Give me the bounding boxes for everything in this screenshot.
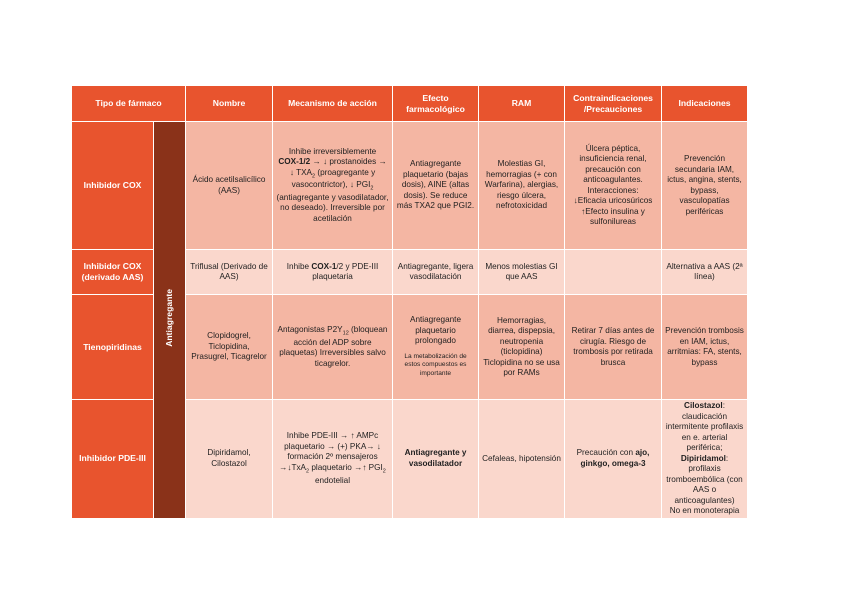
subscript: 12 (342, 330, 349, 337)
mecanismo-text: Inhibe (286, 261, 312, 271)
group-label: Antiagregante (164, 289, 174, 347)
nombre-cell: Dipiridamol, Cilostazol (186, 400, 273, 519)
header-ram: RAM (479, 86, 565, 122)
tipo-cell: Inhibidor COX (derivado AAS) (72, 250, 154, 295)
mecanismo-cell (273, 400, 393, 519)
efecto-cell: Antiagregante, ligera vasodilatación (393, 250, 479, 295)
ram-cell: Cefaleas, hipotensión (479, 400, 565, 519)
ram-cell: Hemorragias, diarrea, dispepsia, neutropenia (ticlopidina) Ticlopidina no se usa por RAMs (479, 295, 565, 400)
contra-cell (565, 250, 662, 295)
subscript: 2 (306, 468, 310, 475)
contra-text: Precaución con (576, 448, 636, 458)
mecanismo-text: Inhibe PDE-III → ↑ AMPc plaquetario → (+) PKA→ ↓ formación 2º mensajeros →↓TxA (279, 431, 381, 472)
mecanismo-cell (273, 295, 393, 400)
contra-cell (565, 400, 662, 519)
tipo-cell: Inhibidor PDE-III (72, 400, 154, 519)
header-nombre: Nombre (186, 86, 273, 122)
indicaciones-text: No en monoterapia (669, 506, 740, 515)
contra-text: ↓Eficacia uricosúricos (573, 196, 653, 205)
indicaciones-bold: Dipiridamol (680, 453, 726, 463)
mecanismo-cell (273, 122, 393, 250)
group-cell (154, 122, 186, 519)
indicaciones-text: : claudicación intermitente profilaxis en e. arterial periférica; (665, 401, 744, 452)
mecanismo-bold: COX-1/2 (278, 157, 311, 167)
mecanismo-text: endotelial (314, 475, 351, 485)
header-tipo: Tipo de fármaco (72, 86, 186, 122)
mecanismo-text: (antiagregante y vasodilatador, no deseado). Irreversible por acetilación (276, 192, 389, 223)
subscript: 2 (382, 468, 386, 475)
contra-cell: Retirar 7 días antes de cirugía. Riesgo de trombosis por retirada brusca (565, 295, 662, 400)
tipo-cell: Inhibidor COX (72, 122, 154, 250)
efecto-text: Antiagregante plaquetario prolongado (410, 315, 461, 346)
mecanismo-text: → ↓ prostanoides → ↓ TXA (289, 157, 387, 177)
mecanismo-text: plaquetario →↑ PGI (309, 462, 383, 472)
header-mecanismo: Mecanismo de acción (273, 86, 393, 122)
efecto-cell (393, 295, 479, 400)
tipo-cell: Tienopiridinas (72, 295, 154, 400)
ram-cell: Menos molestias GI que AAS (479, 250, 565, 295)
efecto-note: La metabolización de estos compuestos es importante (404, 352, 467, 378)
header-efecto: Efecto farmacológico (393, 86, 479, 122)
mecanismo-text: Antagonistas P2Y (277, 324, 343, 334)
nombre-cell: Triflusal (Derivado de AAS) (186, 250, 273, 295)
nombre-cell: Clopidogrel, Ticlopidina, Prasugrel, Ticagrelor (186, 295, 273, 400)
subscript: 2 (312, 173, 316, 180)
mecanismo-text: /2 y PDE-III plaquetaria (312, 261, 379, 281)
indicaciones-bold: Cilostazol (684, 401, 723, 410)
mecanismo-cell (273, 250, 393, 295)
ram-cell: Molestias GI, hemorragias (+ con Warfarina), alergias, riesgo úlcera, nefrotoxicidad (479, 122, 565, 250)
mecanismo-text: Inhibe irreversiblemente (288, 146, 377, 156)
indicaciones-cell: Alternativa a AAS (2ª línea) (662, 250, 748, 295)
header-row (72, 86, 748, 122)
drug-table (71, 85, 748, 519)
indicaciones-cell (662, 400, 748, 519)
table-row (72, 122, 748, 250)
header-indicaciones: Indicaciones (662, 86, 748, 122)
efecto-cell: Antiagregante plaquetario (bajas dosis), AINE (altas dosis). Se reduce más TXA2 que PGI2. (393, 122, 479, 250)
nombre-cell: Ácido acetilsalicílico (AAS) (186, 122, 273, 250)
contra-bold: ajo, ginkgo, omega-3 (580, 448, 650, 468)
efecto-cell (393, 400, 479, 519)
contra-text: Úlcera péptica, insuficiencia renal, precaución con anticoagulantes. (579, 143, 647, 184)
efecto-bold: Antiagregante y vasodilatador (404, 448, 467, 468)
indicaciones-text: : profilaxis tromboembólica (con AAS o anticoagulantes) (666, 453, 743, 505)
header-contraindicaciones: Contraindicaciones /Precauciones (565, 86, 662, 122)
mecanismo-text: (bloquean acción del ADP sobre plaquetas) Irreversibles salvo ticagrelor. (279, 324, 388, 368)
contra-cell (565, 122, 662, 250)
indicaciones-cell: Prevención trombosis en IAM, ictus, arritmias: FA, stents, bypass (662, 295, 748, 400)
indicaciones-cell: Prevención secundaria IAM, ictus, angina, stents, bypass, vasculopatías periféricas (662, 122, 748, 250)
subscript: 2 (370, 185, 374, 192)
contra-text: Interacciones: (587, 185, 639, 195)
mecanismo-bold: COX-1 (311, 261, 337, 271)
contra-text: ↑Efecto insulina y sulfonilureas (581, 206, 645, 226)
mecanismo-text: (proagregante y vasocontrictor), ↓ PGI (291, 167, 376, 190)
